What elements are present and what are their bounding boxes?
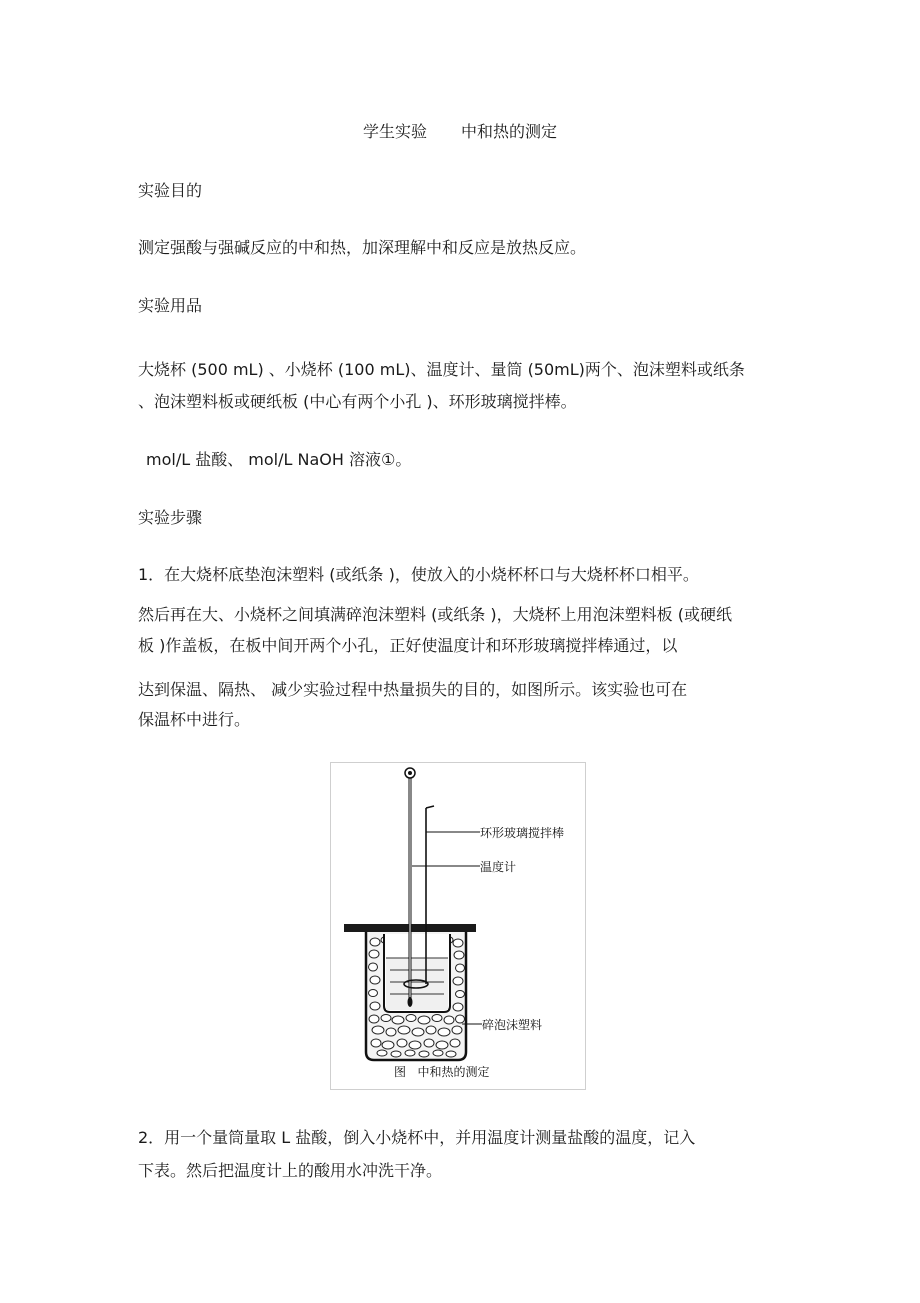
step1-line-5: 保温杯中进行。 xyxy=(138,710,251,729)
liquid xyxy=(386,958,448,1010)
step1-line-4: 达到保温、隔热、 减少实验过程中热量损失的目的，如图所示。该实验也可在 xyxy=(138,680,688,699)
step1-line-3: 板 )作盖板，在板中间开两个小孔，正好使温度计和环形玻璃搅拌棒通过，以 xyxy=(138,636,678,655)
purpose-text: 测定强酸与强碱反应的中和热，加深理解中和反应是放热反应。 xyxy=(138,238,587,257)
reagents-line: mol/L 盐酸、 mol/L NaOH 溶液①。 xyxy=(146,450,412,469)
page-title xyxy=(0,122,920,142)
materials-line-1: 大烧杯 (500 mL) 、小烧杯 (100 mL)、温度计、量筒 (50mL)两个、泡沫塑料或纸条 xyxy=(138,360,745,379)
step2-line-1: 2．用一个量筒量取 L 盐酸，倒入小烧杯中，并用温度计测量盐酸的温度，记入 xyxy=(138,1128,696,1147)
step2-line-2: 下表。然后把温度计上的酸用水冲洗干净。 xyxy=(138,1161,443,1180)
purpose-heading: 实验目的 xyxy=(138,181,203,200)
calorimeter-diagram xyxy=(330,762,586,1090)
label-stirrer: 环形玻璃搅拌棒 xyxy=(480,826,565,840)
step1-line-2: 然后再在大、小烧杯之间填满碎泡沫塑料 (或纸条 )，大烧杯上用泡沫塑料板 (或硬纸 xyxy=(138,605,732,624)
materials-heading: 实验用品 xyxy=(138,296,203,315)
title-part2: 中和热的测定 xyxy=(461,122,558,141)
figure-caption: 图 中和热的测定 xyxy=(394,1065,490,1079)
label-foam: 碎泡沫塑料 xyxy=(482,1018,543,1032)
calorimeter-figure xyxy=(330,762,586,1090)
title-part1: 学生实验 xyxy=(362,122,427,141)
step1-line-1: 1．在大烧杯底垫泡沫塑料 (或纸条 )，使放入的小烧杯杯口与大烧杯杯口相平。 xyxy=(138,565,699,584)
materials-line-2: 、泡沫塑料板或硬纸板 (中心有两个小孔 )、环形玻璃搅拌棒。 xyxy=(138,392,577,411)
steps-heading: 实验步骤 xyxy=(138,508,203,527)
label-thermometer: 温度计 xyxy=(480,860,517,874)
